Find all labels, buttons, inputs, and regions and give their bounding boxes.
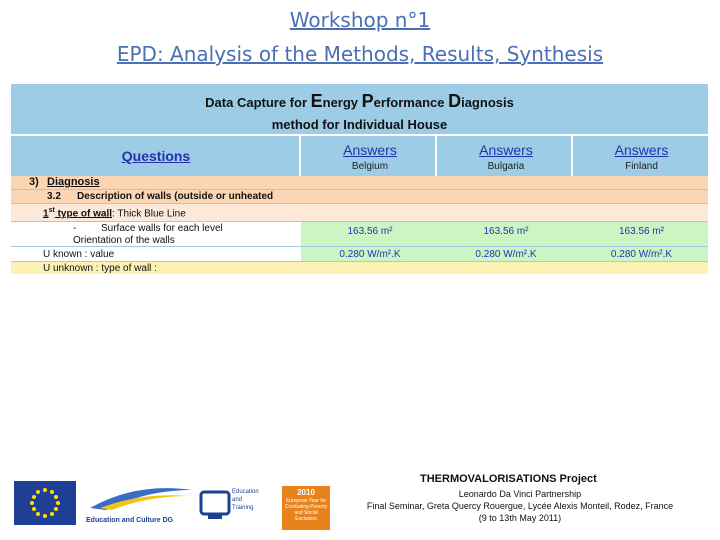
training-word-2: and: [232, 497, 243, 503]
answers-col-1: [303, 136, 437, 176]
section-number: 3.2: [47, 191, 61, 202]
u-known-row: [11, 247, 301, 261]
wall-type-row: [11, 204, 708, 221]
u-unknown-label: U unknown : type of wall :: [43, 263, 157, 274]
seminar-text: Final Seminar, Greta Quercy Rouergue, Lycée Alexis Monteil, Rodez, France: [366, 501, 674, 511]
country-label: Bulgaria: [487, 161, 525, 172]
education-training-logo: [198, 486, 266, 528]
answers-label: Answers: [614, 142, 669, 158]
surface-value: 163.56 m²: [483, 226, 529, 237]
header-text-d: iagnosis: [461, 95, 514, 110]
header-letter-e: E: [310, 91, 323, 111]
data-capture-table: [11, 84, 708, 274]
wall-type-value: : Thick Blue Line: [112, 208, 186, 220]
u-value: 0.280 W/m².K: [475, 249, 537, 260]
answers-label: Answers: [479, 142, 533, 158]
education-culture-logo: [86, 482, 196, 528]
answers-label: Answers: [343, 142, 397, 158]
u-value: 0.280 W/m².K: [339, 249, 401, 260]
u-unknown-row: [11, 262, 708, 274]
wall-type-num: 1: [43, 208, 49, 220]
diagnosis-number: 3): [29, 176, 39, 188]
workshop-title: Workshop n°1: [289, 8, 431, 32]
training-text: [232, 488, 259, 512]
header-text-b: nergy: [322, 95, 362, 110]
training-word-3: Training: [232, 505, 254, 511]
surface-label: Surface walls for each level: [101, 223, 223, 234]
country-label: Belgium: [351, 161, 389, 172]
education-culture-label: Education and Culture DG: [86, 517, 174, 524]
page-subtitle: EPD: Analysis of the Methods, Results, Synthesis: [116, 42, 604, 66]
section-label: Description of walls (outside or unheated: [77, 191, 274, 202]
u-values: [301, 247, 708, 261]
questions-label: Questions: [121, 148, 191, 164]
header-text-a: Data Capture for: [205, 95, 311, 110]
diagnosis-label: Diagnosis: [47, 176, 100, 188]
country-label: Finland: [625, 161, 658, 172]
header-text-c: erformance: [373, 95, 449, 110]
european-year-number: 2010: [297, 488, 315, 497]
orientation-label: Orientation of the walls: [73, 235, 175, 246]
project-title: THERMOVALORISATIONS Project: [420, 473, 597, 485]
header-line-2: method for Individual House: [271, 117, 448, 132]
answers-col-3: [575, 136, 708, 176]
wall-type-label: type of wall: [54, 208, 113, 220]
surface-values: [301, 222, 708, 246]
european-year-text: European Year for Combating Poverty and Social Exclusion: [284, 498, 328, 522]
swoosh-icon: [86, 482, 196, 512]
u-value: 0.280 W/m².K: [610, 249, 673, 260]
answers-col-2: [439, 136, 573, 176]
wall-type-sup: st: [48, 207, 55, 214]
eu-stars-icon: [14, 481, 76, 525]
partnership-text: Leonardo Da Vinci Partnership: [458, 489, 582, 499]
diagnosis-row: [11, 176, 708, 189]
divider: [11, 134, 708, 136]
surface-value: 163.56 m²: [347, 226, 393, 237]
questions-header: [11, 136, 301, 176]
section-row: [11, 190, 708, 203]
eu-flag-logo: [14, 481, 76, 525]
european-year-logo: [282, 486, 330, 530]
header-letter-d: D: [448, 91, 462, 111]
u-known-label: U known : value: [43, 249, 115, 260]
wall-type-text: [43, 207, 186, 219]
surface-row: [11, 222, 301, 234]
orientation-row: [11, 234, 301, 246]
dates-text: (9 to 13th May 2011): [478, 513, 562, 523]
table-header: [11, 84, 708, 134]
dash: -: [73, 223, 77, 234]
training-word-1: Education: [232, 489, 259, 495]
header-letter-p: P: [361, 91, 374, 111]
header-line-1: [11, 91, 708, 112]
screen-icon: [198, 486, 232, 524]
surface-value: 163.56 m²: [618, 226, 665, 237]
